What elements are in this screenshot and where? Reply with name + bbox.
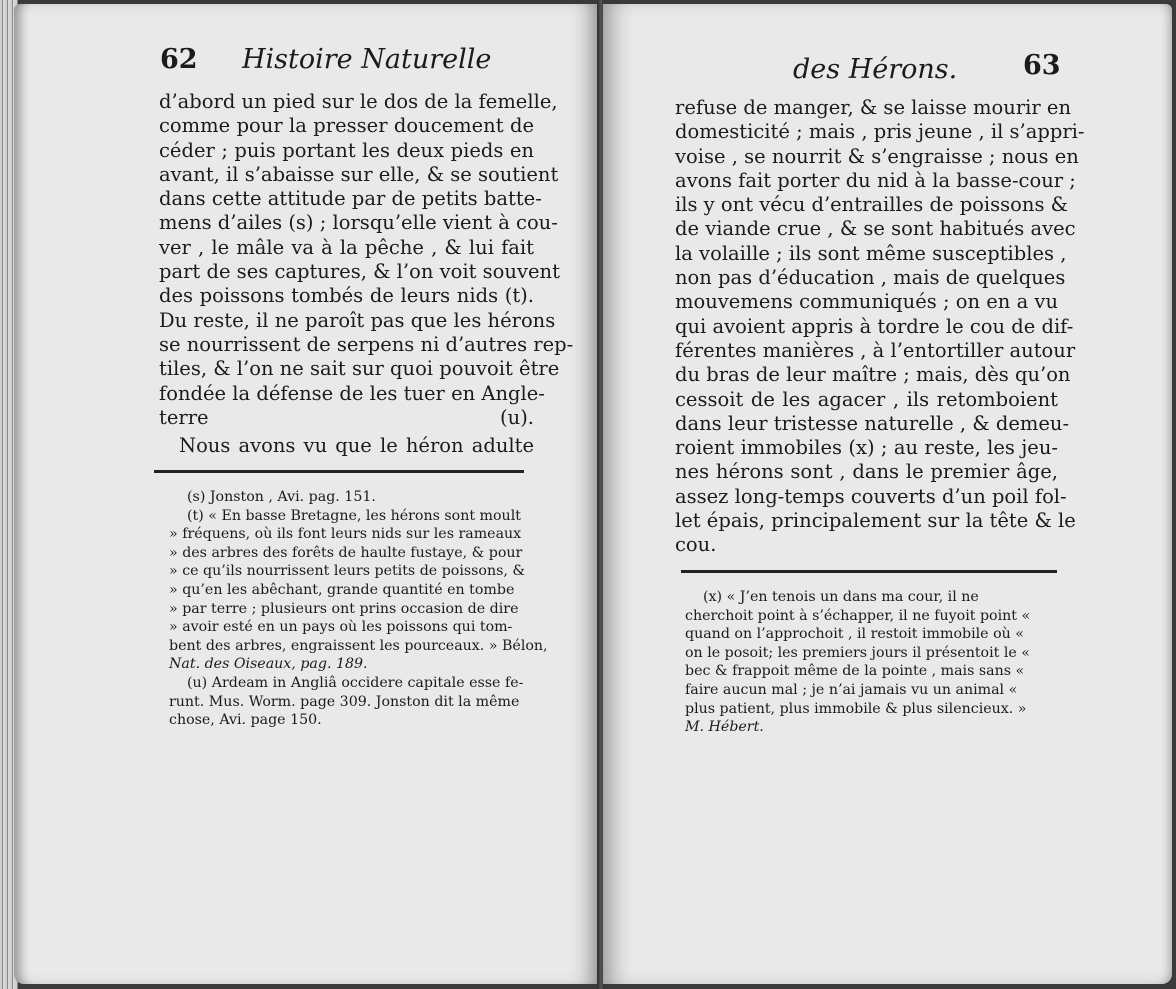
right-running-head: des Hérons. <box>793 54 958 85</box>
text-line: nes hérons sont , dans le premier âge, <box>675 460 1058 484</box>
right-footnotes <box>685 588 1055 737</box>
text-line: voise , se nourrit & s’engraisse ; nous en <box>675 144 1079 168</box>
footnote-line: » fréquens, où ils font leurs nids sur les rameaux <box>169 526 522 543</box>
text-line: part de ses captures, & l’on voit souvent <box>159 260 560 284</box>
text-line: qui avoient appris à tordre le cou de dif- <box>675 314 1074 338</box>
text-line: cessoit de les agacer , ils retomboient <box>675 387 1058 411</box>
footnote-line: runt. Mus. Worm. page 309. Jonston dit la même <box>169 693 520 710</box>
text-line: roient immobiles (x) ; au reste, les jeu- <box>675 436 1058 460</box>
footnote-line: chose, Avi. page 150. <box>169 712 322 729</box>
text-line: domesticité ; mais , pris jeune , il s’appri- <box>675 120 1085 144</box>
text-line: des poissons tombés de leurs nids (t). <box>159 284 534 308</box>
footnote-line: M. Hébert. <box>685 719 764 736</box>
text-line: Nous avons vu que le héron adulte <box>179 434 534 458</box>
text-line: dans cette attitude par de petits batte- <box>159 187 542 211</box>
text-line: du bras de leur maître ; mais, dès qu’on <box>675 363 1071 387</box>
footnote-line: bec & frappoit même de la pointe , mais sans « <box>685 663 1025 680</box>
text-line: cou. <box>675 533 717 557</box>
right-page-number: 63 <box>1023 50 1061 81</box>
footnote-line: » ce qu’ils nourrissent leurs petits de poissons, & <box>169 563 526 580</box>
text-line: ver , le mâle va à la pêche , & lui fait <box>159 235 534 259</box>
footnote-line: » des arbres des forêts de haulte fustaye, & pour <box>169 544 523 561</box>
footnote-line: on le posoit; les premiers jours il présentoit le « <box>685 644 1030 661</box>
right-page <box>603 4 1172 984</box>
footnote-rule <box>154 470 524 473</box>
footnote-line: (x) « J’en tenois un dans ma cour, il ne <box>703 589 979 605</box>
left-running-head: Histoire Naturelle <box>242 44 492 75</box>
text-line: d’abord un pied sur le dos de la femelle, <box>159 90 558 113</box>
text-line: dans leur tristesse naturelle , & demeu- <box>675 411 1070 435</box>
footnote-line: (u) Ardeam in Angliâ occidere capitale esse fe- <box>187 674 524 691</box>
footnote-line: (s) Jonston , Avi. pag. 151. <box>187 489 376 505</box>
footnote-line: quand on l’approchoit , il restoit immobile où « <box>685 626 1024 643</box>
text-line: Du reste, il ne paroît pas que les hérons <box>159 308 556 332</box>
text-line: céder ; puis portant les deux pieds en <box>159 138 534 162</box>
footnote-rule <box>681 570 1057 573</box>
footnote-line: cherchoit point à s’échapper, il ne fuyoit point « <box>685 607 1031 624</box>
footnote-line: (t) « En basse Bretagne, les hérons sont moult <box>187 507 521 524</box>
text-line: la volaille ; ils sont même susceptibles , <box>675 241 1067 265</box>
text-line: assez long-temps couverts d’un poil fol- <box>675 484 1067 508</box>
footnote-line: Nat. des Oiseaux, pag. 189. <box>169 656 368 673</box>
text-line: comme pour la presser doucement de <box>159 114 534 138</box>
text-line: terre (u). <box>159 405 534 429</box>
text-line: fondée la défense de les tuer en Angle- <box>159 381 545 405</box>
text-line: let épais, principalement sur la tête & le <box>675 509 1076 533</box>
text-line: férentes manières , à l’entortiller autour <box>675 338 1076 362</box>
text-line: de viande crue , & se sont habitués avec <box>675 217 1076 241</box>
footnote-line: » qu’en les abêchant, grande quantité en tombe <box>169 581 515 598</box>
footnote-line: faire aucun mal ; je n’ai jamais vu un animal « <box>685 681 1018 698</box>
text-line: tiles, & l’on ne sait sur quoi pouvoit être <box>159 357 560 381</box>
left-page <box>14 4 599 984</box>
text-line: ils y ont vécu d’entrailles de poissons & <box>675 193 1069 217</box>
left-body-text <box>159 90 574 458</box>
footnote-line: plus patient, plus immobile & plus silencieux. » <box>685 700 1027 717</box>
footnote-line: » avoir esté en un pays où les poissons qui tom- <box>169 619 513 636</box>
text-line: avant, il s’abaisse sur elle, & se soutient <box>159 162 559 186</box>
text-line: mouvemens communiqués ; on en a vu <box>675 290 1058 314</box>
left-page-number: 62 <box>160 44 198 75</box>
text-line: avons fait porter du nid à la basse-cour ; <box>675 168 1076 192</box>
left-footnotes <box>169 488 548 730</box>
text-line: refuse de manger, & se laisse mourir en <box>675 96 1071 119</box>
right-body-text <box>675 96 1085 558</box>
text-line: non pas d’éducation , mais de quelques <box>675 266 1066 290</box>
footnote-line: bent des arbres, engraissent les pourceaux. » Bélon, <box>169 637 548 654</box>
text-line: se nourrissent de serpens ni d’autres rep- <box>159 332 574 356</box>
footnote-line: » par terre ; plusieurs ont prins occasion de dire <box>169 600 519 617</box>
text-line: mens d’ailes (s) ; lorsqu’elle vient à cou- <box>159 211 558 235</box>
